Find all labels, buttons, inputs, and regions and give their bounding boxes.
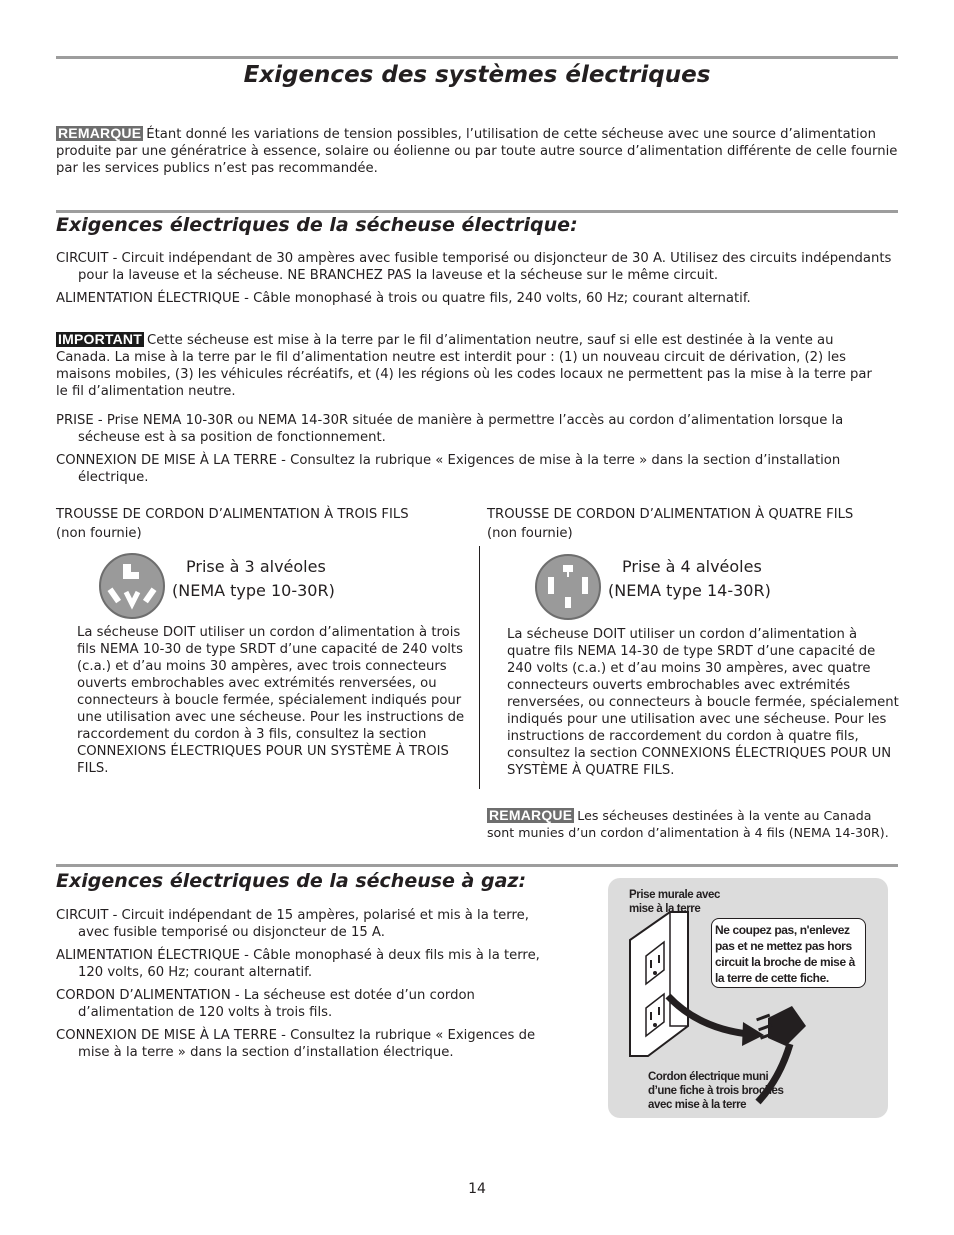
four-wire-body: La sécheuse DOIT utiliser un cordon d’alimentation à quatre fils NEMA 14-30 de type SRDT d’une capacité de 240 volts (c.a.) et d’au moins 30 ampères, avec quatre connecteurs ouverts embrochables avec extrémités renversées, ou connecteurs à boucle fermée, spécialement indiqués pour une utilisation avec une sécheuse. Pour les instructions de raccordement du cordon à quatre fils, consultez la section CONNEXIONS ÉLECTRIQUES POUR UN SYSTÈME À QUATRE FILS. (507, 627, 899, 778)
gas-requirements (56, 907, 551, 1067)
gas-circuit: CIRCUIT - Circuit indépendant de 15 ampères, polarisé et mis à la terre, avec fusible temporisé ou disjoncteur de 15 A. (56, 908, 529, 940)
electric-section-heading: Exigences électriques de la sécheuse électrique: (56, 214, 578, 236)
gas-section-rule (56, 864, 898, 867)
electric-requirements (56, 250, 896, 313)
three-prong-outlet-label (172, 555, 335, 603)
gas-section-heading: Exigences électriques de la sécheuse à gaz: (56, 870, 527, 892)
grounding-connection: CONNEXION DE MISE À LA TERRE - Consultez la rubrique « Exigences de mise à la terre » dans la section d’installation électrique. (56, 453, 841, 485)
three-wire-heading (56, 505, 476, 543)
outlet-requirement: PRISE - Prise NEMA 10-30R ou NEMA 14-30R située de manière à permettre l’accès au cordon d’alimentation lorsque la sécheuse est à sa position de fonctionnement. (56, 413, 844, 445)
four-prong-outlet-name: Prise à 4 alvéoles (622, 557, 762, 576)
outlet-grounding (56, 412, 886, 492)
remarque-badge: REMARQUE (58, 125, 142, 141)
page-number: 14 (468, 1181, 486, 1197)
three-wire-body: La sécheuse DOIT utiliser un cordon d’alimentation à trois fils NEMA 10-30 de type SRDT d’une capacité de 240 volts (c.a.) et d’au moins 30 ampères, avec trois connecteurs ouverts embrochables avec extrémités renversées, ou connecteurs à boucle fermée, spécialement indiqués pour une utilisation avec une sécheuse. Pour les instructions de raccordement du cordon à 3 fils, consultez la section CONNEXIONS ÉLECTRIQUES POUR UN SYSTÈME À TROIS FILS. (77, 625, 465, 776)
three-prong-outlet-icon (98, 552, 166, 620)
four-prong-outlet-label (608, 555, 771, 603)
warning-callout (711, 918, 866, 988)
three-wire-title: TROUSSE DE CORDON D’ALIMENTATION À TROIS FILS (56, 507, 409, 522)
three-wire-subtitle: (non fournie) (56, 526, 142, 541)
grounded-plug-illustration (608, 878, 888, 1118)
electric-power-supply: ALIMENTATION ÉLECTRIQUE - Câble monophasé à trois ou quatre fils, 240 volts, 60 Hz; courant alternatif. (56, 291, 751, 306)
column-divider (479, 546, 480, 789)
four-wire-heading (487, 505, 902, 543)
title-top-rule (56, 56, 898, 59)
electric-circuit: CIRCUIT - Circuit indépendant de 30 ampères avec fusible temporisé ou disjoncteur de 30 A. Utilisez des circuits indépendants pour la laveuse et la sécheuse. NE BRANCHEZ PAS la laveuse et la sécheuse sur le même circuit. (56, 251, 892, 283)
gas-grounding: CONNEXION DE MISE À LA TERRE - Consultez la rubrique « Exigences de mise à la terre » dans la section d’installation électrique. (56, 1028, 536, 1060)
intro-note (56, 126, 900, 177)
gas-power-supply: ALIMENTATION ÉLECTRIQUE - Câble monophasé à deux fils mis à la terre, 120 volts, 60 Hz; courant alternatif. (56, 948, 540, 980)
canada-note-badge: REMARQUE (489, 807, 573, 823)
canada-note-text: Les sécheuses destinées à la vente au Canada sont munies d’un cordon d’alimentation à 4 fils (NEMA 14-30R). (487, 808, 889, 840)
warning-callout-text: Ne coupez pas, n'enlevez pas et ne mettez pas hors circuit la broche de mise à la terre de cette fiche. (715, 923, 855, 985)
four-prong-outlet-type: (NEMA type 14-30R) (608, 581, 771, 600)
important-badge: IMPORTANT (58, 331, 142, 347)
cord-label: Cordon électrique muni d’une fiche à trois broches avec mise à la terre (648, 1071, 784, 1111)
intro-note-text: Étant donné les variations de tension possibles, l’utilisation de cette sécheuse avec une source d’alimentation produite par une génératrice à essence, solaire ou éolienne ou par toute autre source d’alimentation différente de celle fournie par les services publics n’est pas recommandée. (56, 127, 898, 176)
important-note (56, 332, 886, 400)
gas-power-cord: CORDON D’ALIMENTATION - La sécheuse est dotée d’un cordon d’alimentation de 120 volts à trois fils. (56, 988, 475, 1020)
three-prong-outlet-type: (NEMA type 10-30R) (172, 581, 335, 600)
four-wire-title: TROUSSE DE CORDON D’ALIMENTATION À QUATRE FILS (487, 507, 854, 522)
important-text: Cette sécheuse est mise à la terre par le fil d’alimentation neutre, sauf si elle est destinée à la vente au Canada. La mise à la terre par le fil d’alimentation neutre est interdit pour : (1) un nouveau circuit de dérivation, (2) les maisons mobiles, (3) les véhicules récréatifs, et (4) les régions où les codes locaux ne permettent pas la mise à la terre par le fil d’alimentation neutre. (56, 333, 872, 399)
four-prong-outlet-icon (534, 553, 602, 621)
three-prong-outlet-name: Prise à 3 alvéoles (186, 557, 326, 576)
four-wire-subtitle: (non fournie) (487, 526, 573, 541)
page-title: Exigences des systèmes électriques (243, 62, 711, 88)
canada-note (487, 807, 901, 841)
wall-outlet-label: Prise murale avec mise à la terre (629, 889, 721, 915)
